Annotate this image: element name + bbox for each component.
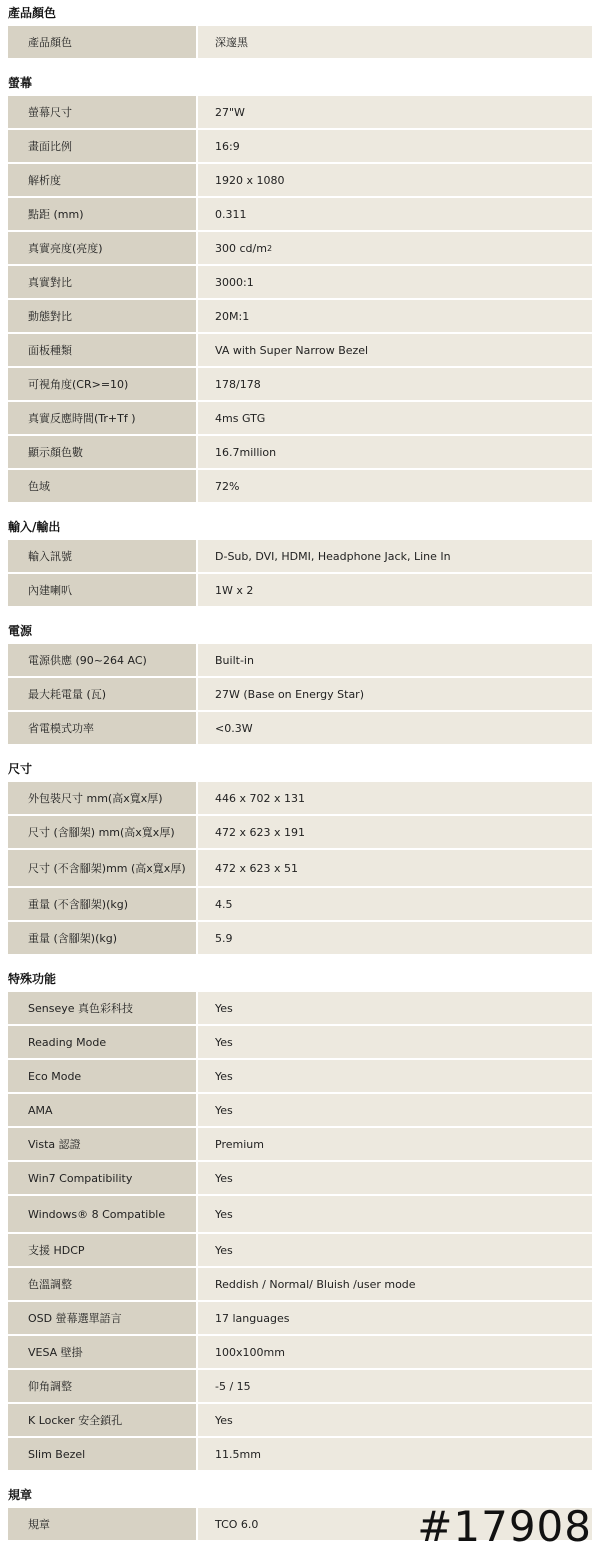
- spec-label: VESA 壁掛: [8, 1336, 196, 1368]
- spec-value-text: Yes: [215, 1001, 233, 1015]
- section-title: 輸入/輸出: [8, 520, 61, 534]
- spec-value-text: 5.9: [215, 931, 233, 945]
- spec-row: [8, 198, 592, 232]
- spec-value: [196, 402, 592, 434]
- spec-value: [196, 334, 592, 366]
- section-title: 規章: [8, 1488, 33, 1502]
- spec-value: [196, 644, 592, 676]
- section-gap: [0, 608, 600, 618]
- spec-value-text: 27W (Base on Energy Star): [215, 687, 364, 701]
- spec-row: [8, 266, 592, 300]
- spec-value: [196, 1162, 592, 1194]
- spec-value: [196, 1336, 592, 1368]
- spec-value: [196, 1404, 592, 1436]
- spec-row: [8, 164, 592, 198]
- spec-value-text: 1920 x 1080: [215, 173, 285, 187]
- spec-label: 輸入訊號: [8, 540, 196, 572]
- spec-value-text: 4ms GTG: [215, 411, 266, 425]
- spec-row: [8, 1404, 592, 1438]
- spec-row: [8, 712, 592, 746]
- spec-row: [8, 992, 592, 1026]
- spec-value-text: D-Sub, DVI, HDMI, Headphone Jack, Line In: [215, 549, 451, 563]
- spec-value-text: Premium: [215, 1137, 264, 1151]
- spec-row: [8, 368, 592, 402]
- spec-row: [8, 678, 592, 712]
- spec-value-text: 446 x 702 x 131: [215, 791, 305, 805]
- spec-label: 色域: [8, 470, 196, 502]
- spec-value: [196, 1026, 592, 1058]
- spec-value: [196, 300, 592, 332]
- spec-value-text: Yes: [215, 1103, 233, 1117]
- spec-label: Senseye 真色彩科技: [8, 992, 196, 1024]
- spec-value: [196, 96, 592, 128]
- section-title: 螢幕: [8, 76, 33, 90]
- spec-value-text: <0.3W: [215, 721, 253, 735]
- section-title: 特殊功能: [8, 972, 57, 986]
- spec-row: [8, 1026, 592, 1060]
- section-gap: [0, 60, 600, 70]
- spec-label: 點距 (mm): [8, 198, 196, 230]
- spec-row: [8, 644, 592, 678]
- spec-row: [8, 232, 592, 266]
- spec-value: [196, 164, 592, 196]
- spec-value: [196, 198, 592, 230]
- spec-row: [8, 1128, 592, 1162]
- section-title: 尺寸: [8, 762, 33, 776]
- spec-value-text: 11.5mm: [215, 1447, 261, 1461]
- spec-row: [8, 402, 592, 436]
- spec-label: 電源供應 (90~264 AC): [8, 644, 196, 676]
- spec-value-text: Reddish / Normal/ Bluish /user mode: [215, 1277, 416, 1291]
- spec-label: 顯示顏色數: [8, 436, 196, 468]
- spec-value-text: 16.7million: [215, 445, 277, 459]
- spec-value-text: 0.311: [215, 207, 247, 221]
- spec-value-text: 深邃黑: [215, 36, 248, 49]
- spec-row: [8, 1302, 592, 1336]
- spec-label: 外包裝尺寸 mm(高x寬x厚): [8, 782, 196, 814]
- spec-value: [196, 368, 592, 400]
- spec-value: [196, 574, 592, 606]
- spec-value: [196, 26, 592, 58]
- spec-row: [8, 816, 592, 850]
- spec-label: 面板種類: [8, 334, 196, 366]
- spec-label: 尺寸 (含腳架) mm(高x寬x厚): [8, 816, 196, 848]
- section-title: 電源: [8, 624, 33, 638]
- spec-value: [196, 1060, 592, 1092]
- spec-value-text: 472 x 623 x 191: [215, 825, 305, 839]
- spec-label: Win7 Compatibility: [8, 1162, 196, 1194]
- spec-value: [196, 782, 592, 814]
- spec-value-text: Yes: [215, 1207, 233, 1221]
- spec-label: Windows® 8 Compatible: [8, 1196, 196, 1232]
- spec-label: 真實亮度(亮度): [8, 232, 196, 264]
- section-gap: [0, 746, 600, 756]
- spec-row: [8, 1234, 592, 1268]
- spec-label: AMA: [8, 1094, 196, 1126]
- spec-label: 色溫調整: [8, 1268, 196, 1300]
- spec-label: Eco Mode: [8, 1060, 196, 1092]
- spec-label: 解析度: [8, 164, 196, 196]
- spec-value-superscript: 2: [266, 243, 273, 253]
- spec-label: 省電模式功率: [8, 712, 196, 744]
- spec-value: [196, 1302, 592, 1334]
- section-gap: [0, 504, 600, 514]
- spec-row: [8, 1196, 592, 1234]
- spec-row: [8, 850, 592, 888]
- spec-value: [196, 1370, 592, 1402]
- spec-label: 產品顏色: [8, 26, 196, 58]
- spec-value-text: Yes: [215, 1171, 233, 1185]
- spec-row: [8, 922, 592, 956]
- spec-value-text: Yes: [215, 1035, 233, 1049]
- watermark-id: #17908: [417, 1502, 592, 1551]
- spec-value-text: Built-in: [215, 653, 254, 667]
- spec-value: [196, 266, 592, 298]
- spec-value: [196, 816, 592, 848]
- spec-value-text: 300 cd/m: [215, 241, 267, 255]
- spec-value-text: 1W x 2: [215, 583, 254, 597]
- spec-label: 支援 HDCP: [8, 1234, 196, 1266]
- spec-row: [8, 1336, 592, 1370]
- spec-row: [8, 1060, 592, 1094]
- spec-row: [8, 1438, 592, 1472]
- spec-value: [196, 1128, 592, 1160]
- spec-value: [196, 1268, 592, 1300]
- spec-value-text: VA with Super Narrow Bezel: [215, 343, 369, 357]
- spec-value: [196, 678, 592, 710]
- spec-label: 可視角度(CR>=10): [8, 368, 196, 400]
- spec-value-text: 3000:1: [215, 275, 254, 289]
- spec-value-text: TCO 6.0: [215, 1517, 259, 1531]
- spec-value-text: 17 languages: [215, 1311, 290, 1325]
- spec-label: 重量 (不含腳架)(kg): [8, 888, 196, 920]
- spec-value: [196, 712, 592, 744]
- spec-label: 重量 (含腳架)(kg): [8, 922, 196, 954]
- spec-row: [8, 436, 592, 470]
- spec-value-text: -5 / 15: [215, 1379, 251, 1393]
- spec-value: [196, 436, 592, 468]
- spec-row: [8, 540, 592, 574]
- spec-row: [8, 130, 592, 164]
- spec-value-text: Yes: [215, 1069, 233, 1083]
- spec-row: [8, 574, 592, 608]
- spec-value: [196, 1196, 592, 1232]
- spec-value: [196, 922, 592, 954]
- spec-label: K Locker 安全鎖孔: [8, 1404, 196, 1436]
- spec-label: 螢幕尺寸: [8, 96, 196, 128]
- spec-label: 尺寸 (不含腳架)mm (高x寬x厚): [8, 850, 196, 886]
- spec-value-text: 20M:1: [215, 309, 250, 323]
- spec-row: [8, 470, 592, 504]
- spec-value: [196, 850, 592, 886]
- spec-value-text: Yes: [215, 1413, 233, 1427]
- spec-label: Reading Mode: [8, 1026, 196, 1058]
- spec-label: 畫面比例: [8, 130, 196, 162]
- spec-label: 真實反應時間(Tr+Tf ): [8, 402, 196, 434]
- spec-value: [196, 1438, 592, 1470]
- spec-label: 內建喇叭: [8, 574, 196, 606]
- spec-value-text: 16:9: [215, 139, 240, 153]
- spec-label: 仰角調整: [8, 1370, 196, 1402]
- spec-value: [196, 888, 592, 920]
- section-gap: [0, 956, 600, 966]
- spec-row: [8, 334, 592, 368]
- spec-row: [8, 300, 592, 334]
- spec-value-text: Yes: [215, 1243, 233, 1257]
- spec-value: [196, 992, 592, 1024]
- spec-row: [8, 96, 592, 130]
- spec-label: Vista 認證: [8, 1128, 196, 1160]
- spec-row: [8, 1094, 592, 1128]
- spec-row: [8, 1162, 592, 1196]
- spec-row: [8, 1370, 592, 1404]
- spec-value-text: 178/178: [215, 377, 261, 391]
- spec-value-text: 4.5: [215, 897, 233, 911]
- spec-value-text: 27"W: [215, 105, 245, 119]
- spec-label: 動態對比: [8, 300, 196, 332]
- spec-label: OSD 螢幕選單語言: [8, 1302, 196, 1334]
- spec-label: 規章: [8, 1508, 196, 1540]
- spec-value-text: 100x100mm: [215, 1345, 285, 1359]
- spec-row: [8, 1268, 592, 1302]
- spec-value: [196, 130, 592, 162]
- spec-row: [8, 26, 592, 60]
- spec-value: [196, 470, 592, 502]
- spec-value: [196, 540, 592, 572]
- section-title: 產品顏色: [8, 6, 57, 20]
- section-gap: [0, 1472, 600, 1482]
- spec-row: [8, 888, 592, 922]
- spec-label: 最大耗電量 (瓦): [8, 678, 196, 710]
- spec-value-text: 472 x 623 x 51: [215, 861, 298, 875]
- spec-label: Slim Bezel: [8, 1438, 196, 1470]
- spec-value-text: 72%: [215, 479, 240, 493]
- spec-value: [196, 1234, 592, 1266]
- spec-row: [8, 782, 592, 816]
- spec-label: 真實對比: [8, 266, 196, 298]
- spec-value: [196, 232, 592, 264]
- spec-value: [196, 1094, 592, 1126]
